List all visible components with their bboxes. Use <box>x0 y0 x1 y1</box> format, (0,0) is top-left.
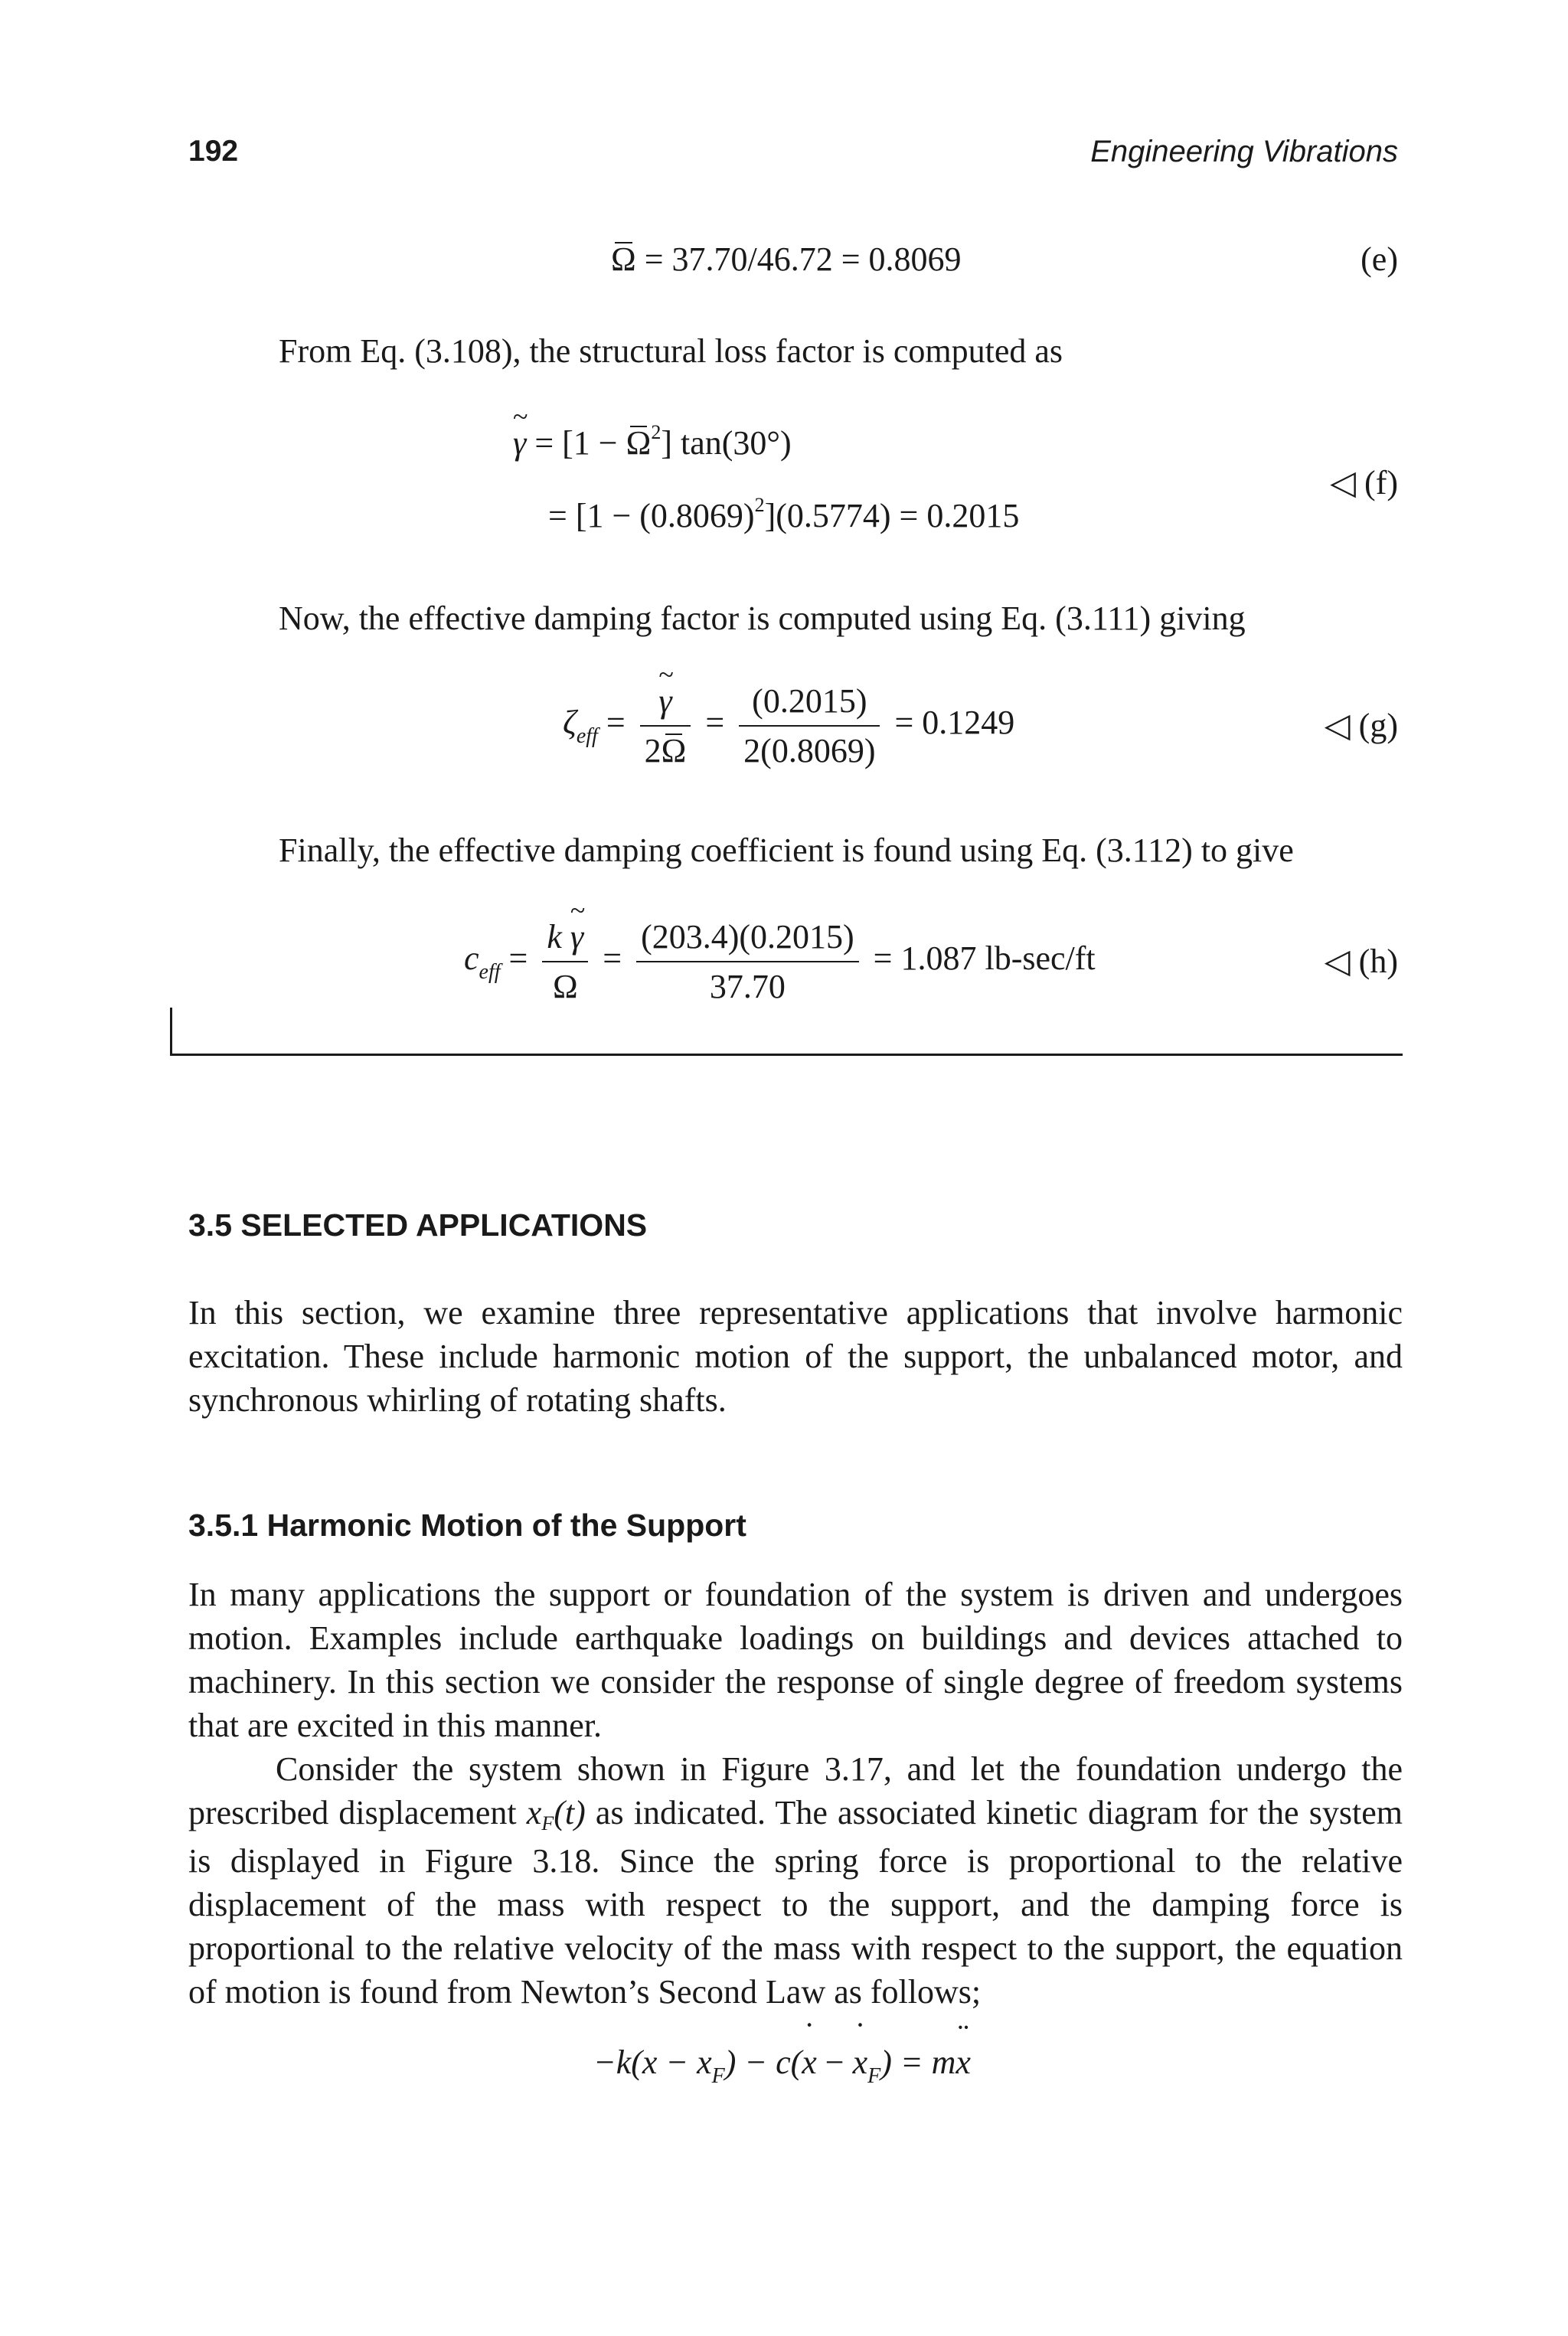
equation-f-line-2: = $[1 - (0.8069)^2](0.5774) = 0.2015$ <box>548 494 1020 534</box>
example-end-rule-vertical <box>170 1008 172 1055</box>
subsection-heading: 3.5.1 Harmonic Motion of the Support <box>188 1508 746 1543</box>
section-heading: 3.5 SELECTED APPLICATIONS <box>188 1207 648 1243</box>
body-paragraph: Now, the effective damping factor is computed using Eq. (3.111) giving <box>279 600 1246 637</box>
equation-e <box>611 240 962 279</box>
omega-bar-symbol: Ω <box>661 732 687 769</box>
body-paragraph: In this section, we examine three representative applications that involve harmonic excitation. These include harmonic motion of the support, the unbalanced motor, and synchronous whirling of rotating shafts. <box>188 1294 1403 1419</box>
equation-of-motion: $-k(x - x_F)$ − c(˙ x − ˙ $x_F$) = m¨ x <box>593 2043 971 2082</box>
equation-f-line-1: ~ $\gamma = [1 - \Omega^2]$ tan(30°) <box>513 423 792 462</box>
equation-label-g: ◁ (g) <box>1324 707 1398 744</box>
equation-label-h: ◁ (h) <box>1324 943 1398 980</box>
equation-label-e: (e) <box>1361 240 1398 278</box>
equation-label-f: ◁ (f) <box>1330 464 1398 502</box>
body-paragraph: Finally, the effective damping coefficient is found using Eq. (3.112) to give <box>279 831 1294 869</box>
example-end-rule-horizontal <box>170 1054 1403 1056</box>
page-number: 192 <box>188 135 239 168</box>
fraction: ~ $\frac{\gamma}{2\Omega}$ <box>640 681 691 770</box>
running-header-title: Engineering Vibrations <box>1090 135 1398 168</box>
omega-bar-symbol: Ω <box>626 424 652 462</box>
fraction: $\frac{k \sim \gamma}{\Omega}$ <box>542 917 588 1006</box>
equation-e-rhs: = 37.70/46.72 = 0.8069 <box>635 240 962 278</box>
body-paragraph: In many applications the support or foundation of the system is driven and undergoes motion. Examples include earthquake loadings on buildings and devices attached to machinery. In this section we consider the response of single degree of freedom systems that are excited in this manner. <box>188 1576 1403 1744</box>
body-paragraph: From Eq. (3.108), the structural loss factor is computed as <box>279 332 1063 370</box>
fraction: $\frac{(0.2015)}{2(0.8069)}$ <box>739 681 880 770</box>
omega-bar-symbol: Ω <box>611 240 636 278</box>
body-paragraph: Consider the system shown in Figure 3.17, and let the foundation undergo the prescribed displacement xF(t) as indicated. The associated kinetic diagram for the system is displayed in Figure 3.18. Since the spring force is proportional to the relative displacement of the mass with respect to the support, and the damping force is proportional to the relative velocity of the mass with respect to the support, the equation of motion is found from Newton’s Second Law as follows; <box>188 1750 1403 2011</box>
fraction: $\frac{(203.4)(0.2015)}{37.70}$ <box>636 917 859 1006</box>
equation-g: $\zeta_{eff}$ = ~ $\frac{\gamma}{2\Omega}$ = $\frac{(0.2015)}{2(0.8069)}$ = 0.1249 <box>563 681 1014 770</box>
equation-h: $c_{eff}$ = $\frac{k \sim \gamma}{\Omega}$ = $\frac{(203.4)(0.2015)}{37.70}$ = 1.087 lb-sec/ft <box>464 917 1096 1006</box>
